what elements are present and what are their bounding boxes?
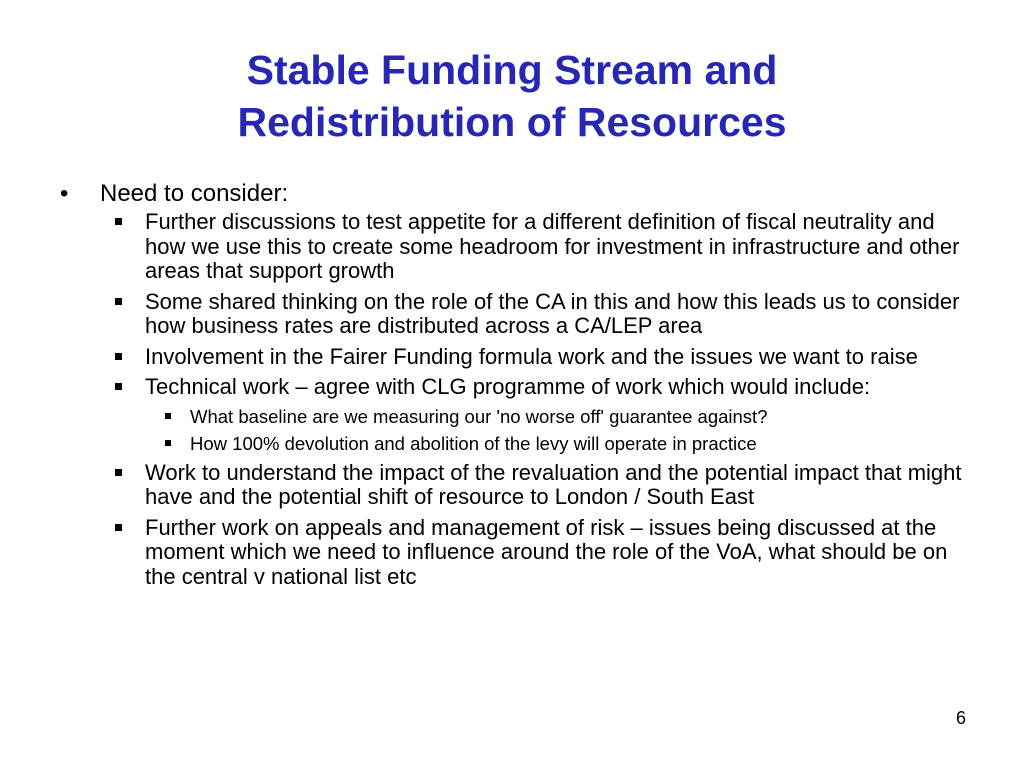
- sub-bullet-item: [0, 375, 1024, 455]
- square-bullet-icon: [115, 218, 122, 225]
- sub-bullet-text: Some shared thinking on the role of the CA in this and how this leads us to consider how business rates are distributed across a CA/LEP area: [145, 288, 960, 338]
- sub-bullet-text: Work to understand the impact of the revaluation and the potential impact that might have and the potential shift of resource to London / South East: [145, 459, 962, 509]
- top-level-bullet-text: Need to consider:: [100, 180, 289, 207]
- sub-bullet-list: [0, 210, 1024, 589]
- nested-bullet-list: [0, 406, 964, 455]
- nested-bullet-item: [0, 433, 964, 455]
- sub-bullet-text: Technical work – agree with CLG programme of work which would include:: [145, 374, 871, 399]
- round-bullet-icon: •: [60, 180, 69, 207]
- sub-bullet-item: [0, 290, 1024, 339]
- nested-bullet-text: How 100% devolution and abolition of the levy will operate in practice: [190, 432, 757, 454]
- slide-title-line-1: Stable Funding Stream and: [246, 47, 778, 93]
- square-bullet-icon: [115, 298, 122, 305]
- slide-number: 6: [955, 708, 966, 728]
- sub-bullet-text: Further discussions to test appetite for a different definition of fiscal neutrality and how we use this to create some headroom for investment in infrastructure and other areas that support growth: [145, 209, 960, 283]
- sub-bullet-item: [0, 461, 1024, 510]
- square-bullet-icon: [115, 383, 122, 390]
- square-bullet-icon: [115, 524, 122, 531]
- nested-bullet-text: What baseline are we measuring our 'no worse off' guarantee against?: [190, 405, 768, 427]
- nested-bullet-item: [0, 406, 964, 428]
- top-level-bullet: [0, 180, 1024, 207]
- sub-bullet-text: Involvement in the Fairer Funding formula work and the issues we want to raise: [145, 343, 918, 369]
- square-bullet-icon: [165, 413, 171, 419]
- sub-bullet-item: [0, 210, 1024, 284]
- sub-bullet-item: [0, 345, 1024, 370]
- square-bullet-icon: [115, 469, 122, 476]
- sub-bullet-item: [0, 516, 1024, 590]
- square-bullet-icon: [115, 353, 122, 360]
- square-bullet-icon: [165, 440, 171, 446]
- sub-bullet-text: Further work on appeals and management of risk – issues being discussed at the moment which we need to influence around the role of the VoA, what should be on the central v national list etc: [145, 514, 948, 589]
- slide-body: [0, 180, 1024, 595]
- slide-title-line-2: Redistribution of Resources: [237, 99, 787, 145]
- slide-title: [0, 44, 1024, 148]
